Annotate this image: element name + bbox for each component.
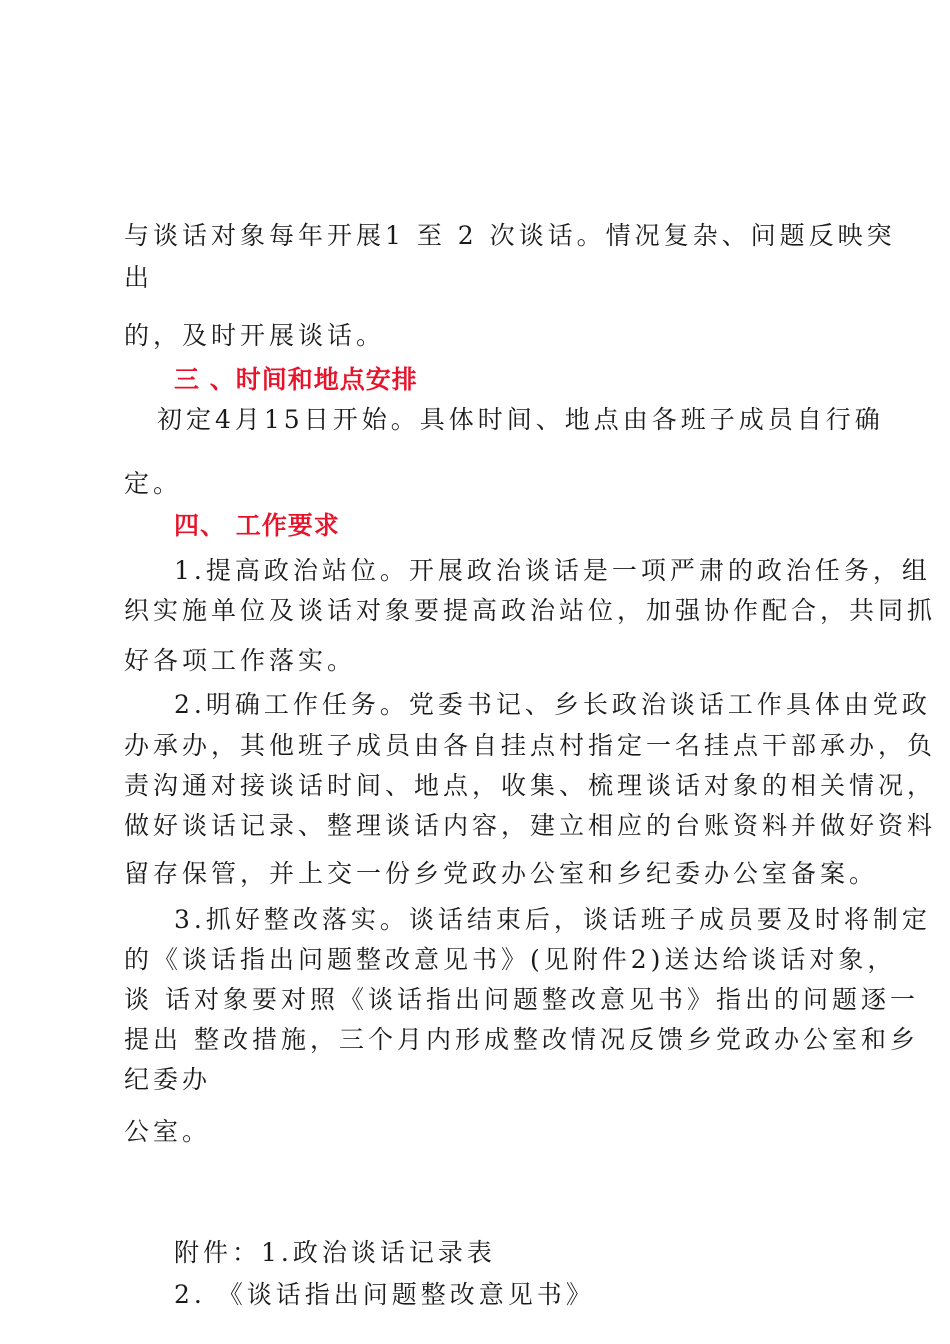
paragraph-line: 提出 整改措施，三个月内形成整改情况反馈乡党政办公室和乡	[124, 1025, 919, 1054]
paragraph-line: 的，及时开展谈话。	[124, 321, 386, 350]
paragraph-line: 好各项工作落实。	[124, 646, 357, 675]
paragraph-line: 出	[124, 263, 154, 292]
paragraph-line: 定。	[124, 469, 183, 498]
attachment-line: 2. 《谈话指出问题整改意见书》	[174, 1280, 595, 1309]
section-heading-work-requirements: 四、 工作要求	[174, 511, 340, 540]
paragraph-line: 织实施单位及谈话对象要提高政治站位，加强协作配合，共同抓	[124, 596, 937, 625]
paragraph-line: 与谈话对象每年开展1 至 2 次谈话。情况复杂、问题反映突	[124, 221, 896, 250]
paragraph-line: 的《谈话指出问题整改意见书》(见附件2)送达给谈话对象，	[124, 945, 897, 974]
paragraph-line: 做好谈话记录、整理谈话内容，建立相应的台账资料并做好资料	[124, 811, 937, 840]
section-heading-time-place: 三 、时间和地点安排	[174, 365, 418, 394]
paragraph-line: 1.提高政治站位。开展政治谈话是一项严肃的政治任务，组	[174, 556, 931, 585]
paragraph-line: 公室。	[124, 1117, 212, 1146]
paragraph-line: 2.明确工作任务。党委书记、乡长政治谈话工作具体由党政	[174, 690, 931, 719]
paragraph-line: 责沟通对接谈话时间、地点，收集、梳理谈话对象的相关情况，	[124, 771, 937, 800]
attachment-line: 附件：1.政治谈话记录表	[174, 1238, 496, 1267]
paragraph-line: 办承办，其他班子成员由各自挂点村指定一名挂点干部承办，负	[124, 731, 937, 760]
paragraph-line: 谈 话对象要对照《谈话指出问题整改意见书》指出的问题逐一	[124, 985, 919, 1014]
paragraph-line: 纪委办	[124, 1065, 212, 1094]
paragraph-line: 留存保管，并上交一份乡党政办公室和乡纪委办公室备案。	[124, 859, 879, 888]
paragraph-line: 3.抓好整改落实。谈话结束后，谈话班子成员要及时将制定	[174, 905, 931, 934]
paragraph-line: 初定4月15日开始。具体时间、地点由各班子成员自行确	[157, 405, 884, 434]
